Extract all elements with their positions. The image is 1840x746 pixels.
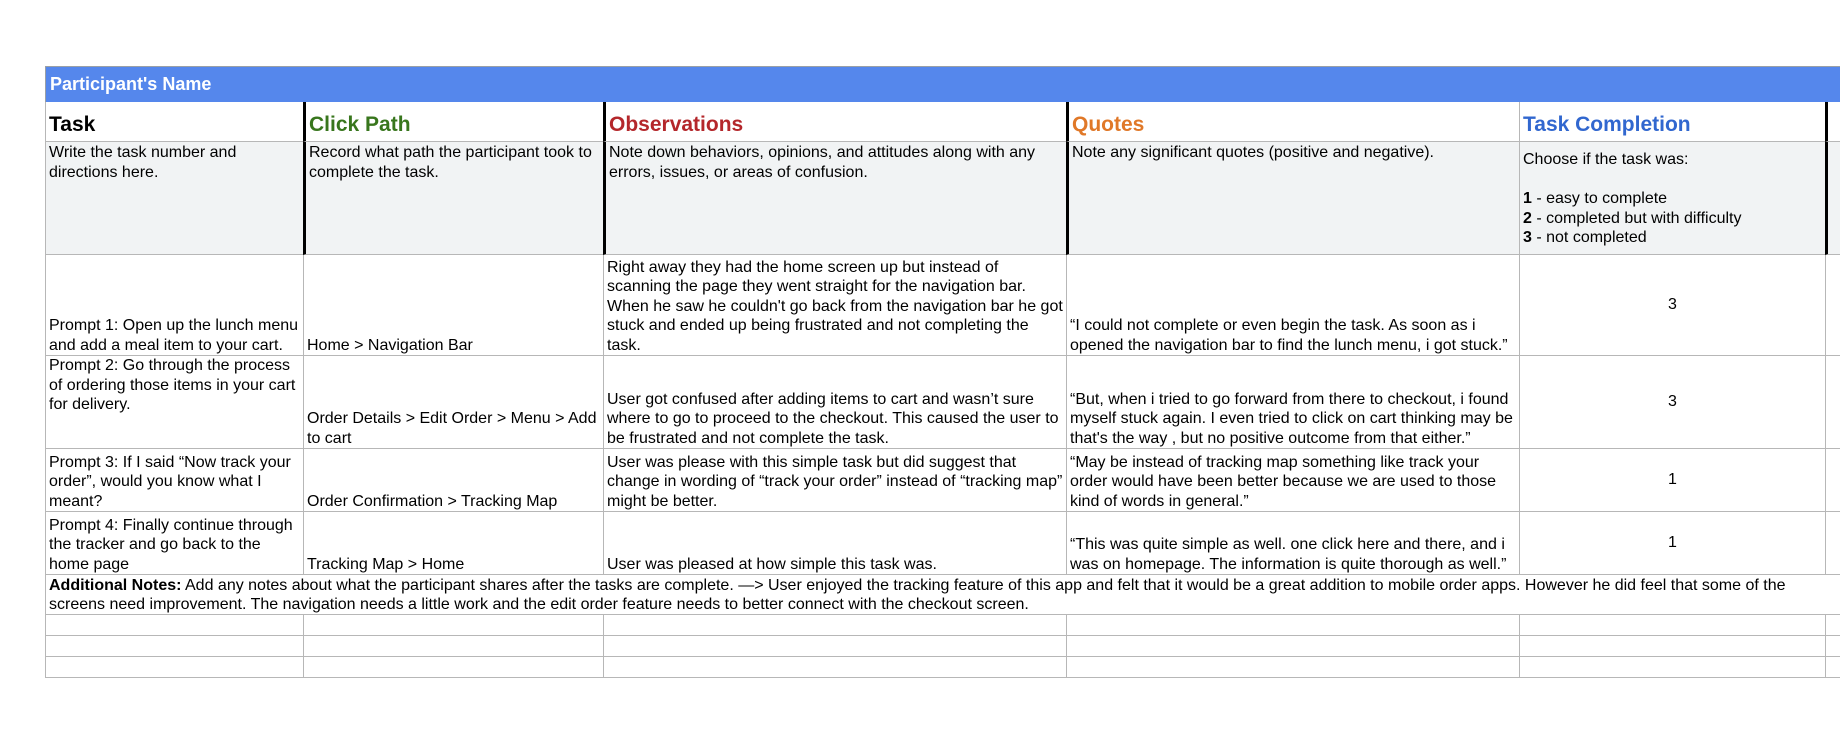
- empty-cell[interactable]: [1519, 636, 1825, 657]
- click-path-cell[interactable]: Home > Navigation Bar: [303, 255, 603, 356]
- empty-cell[interactable]: [1066, 657, 1519, 678]
- task-cell[interactable]: Prompt 3: If I said “Now track your order”, would you know what I meant?: [45, 449, 303, 512]
- table-row: [45, 356, 1840, 449]
- participant-name-banner[interactable]: [45, 66, 1840, 102]
- empty-cell[interactable]: [1066, 615, 1519, 636]
- desc-click-path[interactable]: Record what path the participant took to complete the task.: [303, 142, 603, 255]
- observations-cell[interactable]: User was pleased at how simple this task was.: [603, 512, 1066, 575]
- task-cell[interactable]: Prompt 1: Open up the lunch menu and add a meal item to your cart.: [45, 255, 303, 356]
- desc-extra-cell[interactable]: [1825, 142, 1840, 255]
- empty-cell[interactable]: [303, 615, 603, 636]
- observations-cell[interactable]: User got confused after adding items to cart and wasn’t sure where to go to proceed to the checkout. This caused the user to be frustrated and not complete the task.: [603, 356, 1066, 449]
- completion-option: 1 - easy to complete: [1523, 190, 1668, 207]
- completion-cell[interactable]: 3: [1519, 356, 1825, 449]
- header-row: [45, 102, 1840, 142]
- completion-cell[interactable]: 1: [1519, 449, 1825, 512]
- table-row: [45, 449, 1840, 512]
- desc-observations[interactable]: Note down behaviors, opinions, and attitudes along with any errors, issues, or areas of confusion.: [603, 142, 1066, 255]
- task-cell[interactable]: Prompt 4: Finally continue through the tracker and go back to the home page: [45, 512, 303, 575]
- extra-cell[interactable]: [1825, 356, 1840, 449]
- empty-cell[interactable]: [1825, 615, 1840, 636]
- click-path-cell[interactable]: Order Confirmation > Tracking Map: [303, 449, 603, 512]
- click-path-cell[interactable]: Order Details > Edit Order > Menu > Add to cart: [303, 356, 603, 449]
- empty-cell[interactable]: [303, 657, 603, 678]
- header-quotes[interactable]: Quotes: [1066, 102, 1519, 142]
- empty-cell[interactable]: [1519, 615, 1825, 636]
- empty-cell[interactable]: [45, 657, 303, 678]
- empty-cell[interactable]: [1825, 636, 1840, 657]
- header-task[interactable]: Task: [45, 102, 303, 142]
- additional-notes-cell[interactable]: [45, 575, 1840, 615]
- empty-cell[interactable]: [603, 636, 1066, 657]
- empty-row: [45, 615, 1840, 636]
- completion-cell[interactable]: 3: [1519, 255, 1825, 356]
- completion-option: 3 - not completed: [1523, 229, 1647, 246]
- additional-notes-text: Add any notes about what the participant shares after the tasks are complete. —> User enjoyed the tracking feature of this app and felt that it would be a great addition to mobile order apps. However he did feel that some of the screens need improvement. The navigation needs a little work and the edit order feature needs to better connect with the checkout screen.: [49, 577, 1786, 613]
- empty-cell[interactable]: [1066, 636, 1519, 657]
- extra-cell[interactable]: [1825, 449, 1840, 512]
- observations-cell[interactable]: Right away they had the home screen up but instead of scanning the page they went straight for the navigation bar. When he saw he couldn't go back from the navigation bar he got stuck and ended up being frustrated and not completing the task.: [603, 255, 1066, 356]
- empty-cell[interactable]: [1825, 657, 1840, 678]
- quotes-cell[interactable]: “This was quite simple as well. one click here and there, and i was on homepage. The information is quite thorough as well.”: [1066, 512, 1519, 575]
- desc-task[interactable]: Write the task number and directions here.: [45, 142, 303, 255]
- completion-option: 2 - completed but with difficulty: [1523, 209, 1742, 227]
- header-extra-cell[interactable]: [1825, 102, 1840, 142]
- click-path-cell[interactable]: Tracking Map > Home: [303, 512, 603, 575]
- table-row: [45, 255, 1840, 356]
- empty-row: [45, 657, 1840, 678]
- header-click-path[interactable]: Click Path: [303, 102, 603, 142]
- participant-name-label: Participant's Name: [50, 74, 212, 94]
- additional-notes-label: Additional Notes:: [49, 577, 182, 594]
- empty-cell[interactable]: [603, 615, 1066, 636]
- empty-cell[interactable]: [45, 636, 303, 657]
- empty-cell[interactable]: [45, 615, 303, 636]
- extra-cell[interactable]: [1825, 512, 1840, 575]
- empty-row: [45, 636, 1840, 657]
- task-cell[interactable]: Prompt 2: Go through the process of ordering those items in your cart for delivery.: [45, 356, 303, 449]
- empty-cell[interactable]: [603, 657, 1066, 678]
- header-observations[interactable]: Observations: [603, 102, 1066, 142]
- desc-task-completion[interactable]: [1519, 142, 1825, 255]
- observations-cell[interactable]: User was please with this simple task but did suggest that change in wording of “track your order” instead of “tracking map” might be better.: [603, 449, 1066, 512]
- extra-cell[interactable]: [1825, 255, 1840, 356]
- header-task-completion[interactable]: Task Completion: [1519, 102, 1825, 142]
- empty-cell[interactable]: [303, 636, 603, 657]
- quotes-cell[interactable]: “May be instead of tracking map something like track your order would have been better because we are used to those kind of words in general.”: [1066, 449, 1519, 512]
- completion-cell[interactable]: 1: [1519, 512, 1825, 575]
- desc-quotes[interactable]: Note any significant quotes (positive and negative).: [1066, 142, 1519, 255]
- quotes-cell[interactable]: “But, when i tried to go forward from there to checkout, i found myself stuck again. I even tried to click on cart thinking may be that's the way , but no positive outcome from that either.”: [1066, 356, 1519, 449]
- completion-intro: Choose if the task was:: [1523, 151, 1689, 168]
- table-row: [45, 512, 1840, 575]
- empty-cell[interactable]: [1519, 657, 1825, 678]
- quotes-cell[interactable]: “I could not complete or even begin the task. As soon as i opened the navigation bar to find the lunch menu, i got stuck.”: [1066, 255, 1519, 356]
- description-row: [45, 142, 1840, 255]
